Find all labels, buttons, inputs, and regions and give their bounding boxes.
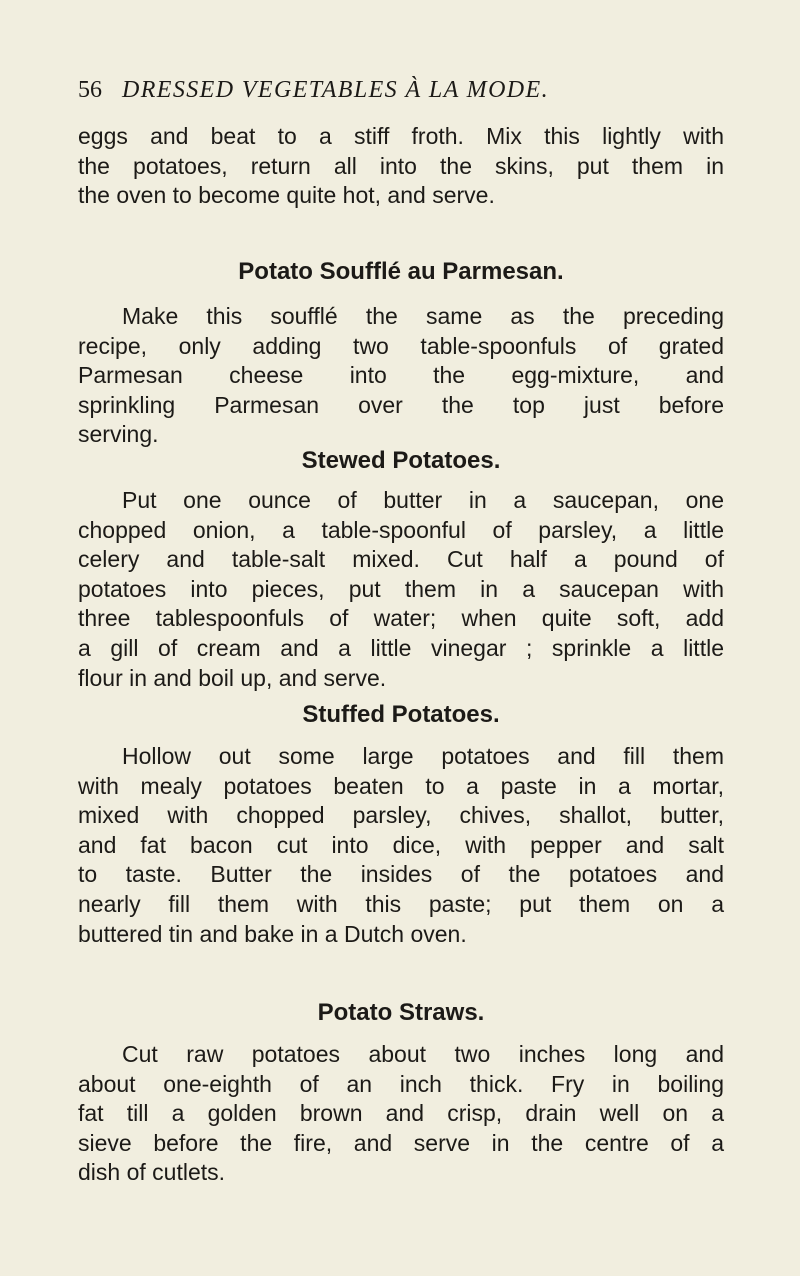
text-line: the potatoes, return all into the skins, put them in (78, 152, 724, 179)
text-line: the oven to become quite hot, and serve. (78, 182, 495, 209)
recipe-body-potato-straws (78, 1040, 724, 1188)
text-line: mixed with chopped parsley, chives, shallot, butter, (78, 802, 724, 829)
text-line: a gill of cream and a little vinegar ; sprinkle a little (78, 634, 724, 661)
text-line: Make this soufflé the same as the preceding (122, 303, 724, 329)
text-line: recipe, only adding two table-spoonfuls of grated (78, 332, 724, 359)
text-line: flour in and boil up, and serve. (78, 664, 387, 691)
text-line: sieve before the fire, and serve in the centre of a (78, 1129, 724, 1156)
text-line: Cut raw potatoes about two inches long and (122, 1041, 724, 1067)
text-line: about one-eighth of an inch thick. Fry in boiling (78, 1070, 724, 1097)
page-number: 56 (78, 77, 102, 103)
recipe-body-potato-souffle-parmesan (78, 302, 724, 450)
text-line: fat till a golden brown and crisp, drain well on a (78, 1100, 724, 1127)
recipe-heading-stuffed-potatoes: Stuffed Potatoes. (302, 701, 500, 728)
recipe-heading-stewed-potatoes: Stewed Potatoes. (301, 447, 501, 474)
text-line: to taste. Butter the insides of the potatoes and (78, 861, 724, 888)
text-line: chopped onion, a table-spoonful of parsley, a little (78, 516, 724, 543)
text-line: Parmesan cheese into the egg-mixture, and (78, 362, 724, 389)
running-title: DRESSED VEGETABLES À LA MODE. (122, 77, 550, 103)
recipe-heading-potato-souffle-parmesan: Potato Soufflé au Parmesan. (238, 258, 564, 285)
recipe-heading-potato-straws: Potato Straws. (317, 999, 485, 1026)
text-line: Hollow out some large potatoes and fill them (122, 743, 724, 769)
recipe-body-stewed-potatoes (78, 486, 724, 693)
recipe-body-stuffed-potatoes (78, 742, 724, 949)
running-header (78, 74, 728, 106)
text-line: buttered tin and bake in a Dutch oven. (78, 920, 467, 947)
text-line: sprinkling Parmesan over the top just before (78, 391, 724, 418)
continuation-paragraph (78, 122, 724, 211)
text-line: with mealy potatoes beaten to a paste in a mortar, (78, 772, 724, 799)
text-line: nearly fill them with this paste; put them on a (78, 890, 724, 917)
text-line: potatoes into pieces, put them in a saucepan with (78, 575, 724, 602)
text-line: eggs and beat to a stiff froth. Mix this lightly with (78, 123, 724, 149)
text-line: dish of cutlets. (78, 1159, 226, 1186)
text-line: and fat bacon cut into dice, with pepper and salt (78, 831, 724, 858)
text-line: serving. (78, 421, 159, 448)
text-line: Put one ounce of butter in a saucepan, one (122, 487, 724, 513)
text-line: three tablespoonfuls of water; when quite soft, add (78, 605, 724, 632)
text-line: celery and table-salt mixed. Cut half a pound of (78, 546, 724, 573)
